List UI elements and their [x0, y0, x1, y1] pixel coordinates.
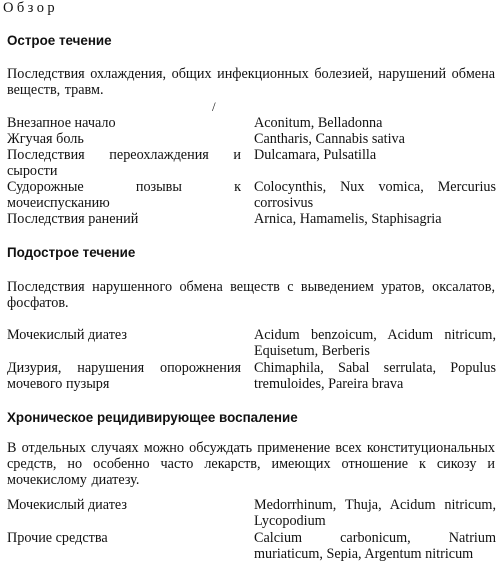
- symptom-text: Мочекислый диатез: [7, 327, 127, 343]
- symptom-text: Прочие средства: [7, 530, 108, 546]
- section-heading-chronic: Хроническое рецидивирующее воспаление: [7, 410, 298, 425]
- section-intro-subacute: Последствия нарушенного обмена веществ с выведением уратов, оксалатов, фосфатов.: [7, 279, 495, 311]
- remedies-text: Medorrhinum, Thuja, Acidum nitricum, Lycopodium: [254, 497, 496, 529]
- remedies-text: Chimaphila, Sabal serrulata, Populus tremuloides, Pareira brava: [254, 360, 496, 392]
- remedies-text: Acidum benzoicum, Acidum nitricum, Equisetum, Berberis: [254, 327, 496, 359]
- section-heading-acute: Острое течение: [7, 33, 112, 48]
- stray-mark: /: [212, 99, 216, 114]
- remedies-text: Calcium carbonicum, Natrium muriaticum, Sepia, Argentum nitricum: [254, 530, 496, 562]
- symptom-text: Судорожные позывы к мочеиспусканию: [7, 179, 241, 211]
- running-head: Обзор: [3, 0, 58, 16]
- symptom-text: Последствия переохлаждения и сырости: [7, 147, 241, 179]
- section-intro-chronic: В отдельных случаях можно обсуждать применение всех конституциональных средств, но особенно часто лекарств, имеющих отношение к сикозу и мочекислому диатезу.: [7, 440, 495, 488]
- remedies-text: Colocynthis, Nux vomica, Mercurius corrosivus: [254, 179, 496, 211]
- symptom-text: Жгучая боль: [7, 131, 84, 147]
- remedies-text: Dulcamara, Pulsatilla: [254, 147, 377, 163]
- symptom-text: Последствия ранений: [7, 211, 139, 227]
- symptom-text: Внезапное начало: [7, 115, 116, 131]
- section-heading-subacute: Подострое течение: [7, 245, 136, 260]
- remedies-text: Cantharis, Cannabis sativa: [254, 131, 405, 147]
- symptom-text: Мочекислый диатез: [7, 497, 127, 513]
- remedies-text: Arnica, Hamamelis, Staphisagria: [254, 211, 442, 227]
- remedies-text: Aconitum, Belladonna: [254, 115, 383, 131]
- section-intro-acute: Последствия охлаждения, общих инфекционных болезией, нарушений обмена веществ, травм.: [7, 66, 495, 98]
- symptom-text: Дизурия, нарушения опорожнения мочевого пузыря: [7, 360, 241, 392]
